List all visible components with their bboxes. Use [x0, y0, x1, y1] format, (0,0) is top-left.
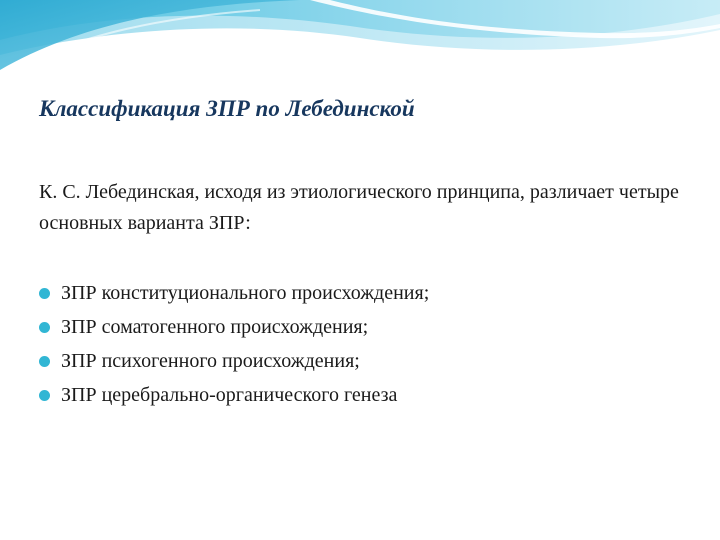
list-item [39, 276, 429, 310]
bullet-dot-icon [39, 390, 50, 401]
header-wave-decoration [0, 0, 720, 90]
bullet-dot-icon [39, 322, 50, 333]
list-item-text: ЗПР церебрально-органического генеза [61, 383, 398, 406]
list-item-text: ЗПР соматогенного происхождения; [61, 315, 369, 338]
slide-title: Классификация ЗПР по Лебединской [39, 96, 415, 121]
list-item [39, 378, 429, 412]
list-item-text: ЗПР психогенного происхождения; [61, 349, 360, 372]
bullet-dot-icon [39, 356, 50, 367]
intro-paragraph: К. С. Лебединская, исходя из этиологического принципа, различает четыре основных варианта ЗПР: [39, 181, 679, 234]
list-item [39, 310, 429, 344]
bullet-list [39, 276, 429, 412]
bullet-dot-icon [39, 288, 50, 299]
list-item-text: ЗПР конституционального происхождения; [61, 281, 430, 304]
list-item [39, 344, 429, 378]
